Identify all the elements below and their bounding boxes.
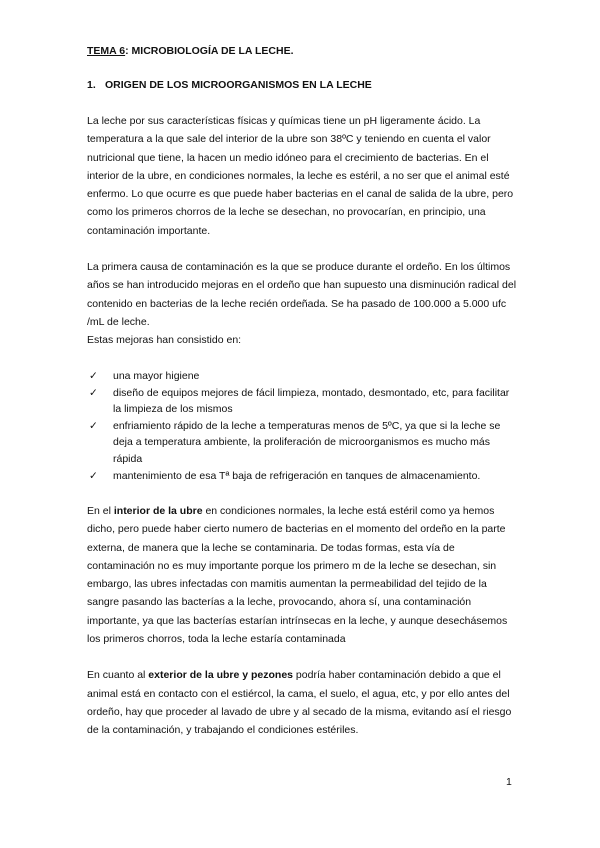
check-icon: ✓ [89, 469, 98, 482]
list-item [87, 418, 517, 467]
paragraph-milking: La primera causa de contaminación es la que se produce durante el ordeño. En los últimos años se han introducido mejoras en el ordeño que han supuesto una disminución radical del contenido en bacterias de la leche recién ordeñada. Se ha pasado de 100.000 a 5.000 ufc /mL de leche. [87, 261, 517, 328]
bold-udder-interior: interior de la ubre [113, 504, 203, 517]
paragraph-udder-exterior: En cuanto al exterior de la ubre y pezones podría haber contaminación debido a que el animal está en contacto con el estiércol, la cama, el suelo, el agua, etc, y por ello antes del ordeño, hay que proceder al lavado de ubre y al secado de la misma, evitando así el riesgo de la contaminación, y trabajando el condiciones estériles. [87, 669, 512, 737]
section-number: 1. [87, 79, 96, 91]
list-item [87, 385, 517, 417]
list-item [87, 468, 517, 484]
paragraph-origin: La leche por sus características físicas y químicas tiene un pH ligeramente ácido. La temperatura a la que sale del interior de la ubre son 38ºC y teniendo en cuenta el valor nutricional que tiene, la hacen un medio idóneo para el crecimiento de bacterias. En el interior de la ubre, en condiciones normales, la leche es estéril, a no ser que el animal esté enfermo. Lo que ocurre es que puede haber bacterias en el canal de salida de la ubre, pero como los primeros chorros de la leche se desechan, no provocarían, en principio, una contaminación importante. [87, 115, 514, 237]
document-page [87, 44, 517, 740]
bold-udder-exterior: exterior de la ubre y pezones [148, 669, 294, 682]
list-item-text: enfriamiento rápido de la leche a temperaturas menos de 5ºC, ya que si la leche se deja a temperatura ambiente, la proliferación de microorganismos es mucho más rápida [113, 420, 501, 465]
check-icon: ✓ [89, 386, 98, 399]
page-number: 1 [506, 776, 512, 788]
paragraph-improvements-intro: Estas mejoras han consistido en: [87, 334, 242, 347]
title-prefix: TEMA 6 [87, 45, 126, 57]
paragraph-udder-interior: En el interior de la ubre en condiciones normales, la leche está estéril como ya hemos dicho, pero puede haber cierto numero de bacterias en el momento del ordeño en la parte externa, de manera que la leche se contaminaria. De todas formas, esta vía de contaminación no es muy importante porque los primero m de la leche se desechan, sin embargo, las ubres infectadas con mamitis aumentan la permeabilidad del tejido de la sangre pasando las bacterías a la leche, provocando, ahora sí, una contaminación importante, ya que las bacterías estarían intrínsecas en la leche, y aunque desechásemos los primeros chorros, toda la leche estaría contaminada [87, 504, 508, 646]
list-item [87, 368, 517, 384]
list-item-text: una mayor higiene [113, 369, 200, 382]
section-title: ORIGEN DE LOS MICROORGANISMOS EN LA LECHE [105, 79, 372, 91]
title-rest: : MICROBIOLOGÍA DE LA LECHE. [125, 45, 294, 57]
section-heading [87, 78, 517, 92]
improvements-list [87, 368, 517, 484]
check-icon: ✓ [89, 369, 98, 382]
document-title [87, 44, 517, 58]
check-icon: ✓ [89, 420, 98, 433]
list-item-text: diseño de equipos mejores de fácil limpieza, montado, desmontado, etc, para facilitar la limpieza de los mismos [113, 386, 510, 415]
list-item-text: mantenimiento de esa Tª baja de refrigeración en tanques de almacenamiento. [113, 469, 481, 482]
